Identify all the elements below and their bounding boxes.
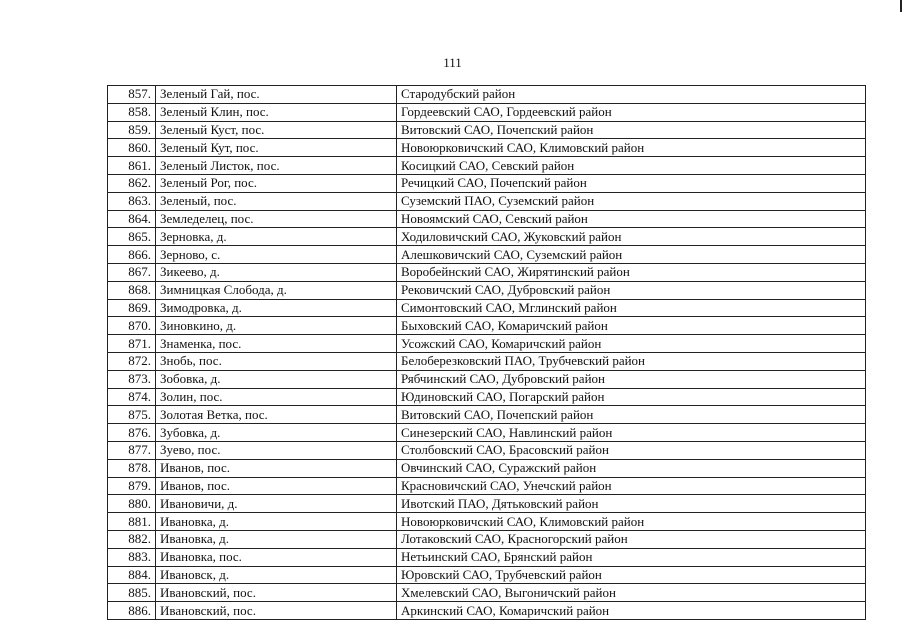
settlement-name-cell: Зеленый Листок, пос. xyxy=(156,157,397,175)
row-number-cell: 868. xyxy=(108,281,156,299)
settlement-name-cell: Зеленый, пос. xyxy=(156,192,397,210)
table-row xyxy=(108,388,866,406)
settlement-name-cell: Ивановичи, д. xyxy=(156,495,397,513)
row-number-cell: 881. xyxy=(108,513,156,531)
row-number-cell: 876. xyxy=(108,424,156,442)
district-cell: Суземский ПАО, Суземский район xyxy=(397,192,866,210)
district-cell: Ходиловичский САО, Жуковский район xyxy=(397,228,866,246)
settlements-table xyxy=(107,85,866,620)
row-number-cell: 878. xyxy=(108,459,156,477)
settlement-name-cell: Иванов, пос. xyxy=(156,459,397,477)
settlement-name-cell: Золин, пос. xyxy=(156,388,397,406)
district-cell: Овчинский САО, Суражский район xyxy=(397,459,866,477)
district-cell: Гордеевский САО, Гордеевский район xyxy=(397,103,866,121)
table-row xyxy=(108,317,866,335)
table-row xyxy=(108,192,866,210)
district-cell: Юровский САО, Трубчевский район xyxy=(397,566,866,584)
settlement-name-cell: Ивановский, пос. xyxy=(156,602,397,620)
row-number-cell: 882. xyxy=(108,530,156,548)
district-cell: Речицкий САО, Почепский район xyxy=(397,174,866,192)
table-row xyxy=(108,406,866,424)
district-cell: Быховский САО, Комаричский район xyxy=(397,317,866,335)
table-row xyxy=(108,103,866,121)
table-row xyxy=(108,174,866,192)
row-number-cell: 870. xyxy=(108,317,156,335)
row-number-cell: 872. xyxy=(108,352,156,370)
district-cell: Лотаковский САО, Красногорский район xyxy=(397,530,866,548)
district-cell: Рековичский САО, Дубровский район xyxy=(397,281,866,299)
table-row xyxy=(108,228,866,246)
row-number-cell: 861. xyxy=(108,157,156,175)
settlement-name-cell: Зеленый Кут, пос. xyxy=(156,139,397,157)
settlement-name-cell: Ивановка, д. xyxy=(156,530,397,548)
district-cell: Аркинский САО, Комаричский район xyxy=(397,602,866,620)
row-number-cell: 865. xyxy=(108,228,156,246)
table-row xyxy=(108,281,866,299)
table-row xyxy=(108,441,866,459)
table-row xyxy=(108,477,866,495)
table-body xyxy=(108,86,866,620)
scan-edge-mark xyxy=(900,0,902,12)
settlement-name-cell: Золотая Ветка, пос. xyxy=(156,406,397,424)
settlement-name-cell: Зеленый Гай, пос. xyxy=(156,86,397,104)
settlement-name-cell: Ивановка, д. xyxy=(156,513,397,531)
district-cell: Новоюрковичский САО, Климовский район xyxy=(397,513,866,531)
district-cell: Столбовский САО, Брасовский район xyxy=(397,441,866,459)
table-row xyxy=(108,157,866,175)
district-cell: Новоюрковичский САО, Климовский район xyxy=(397,139,866,157)
row-number-cell: 886. xyxy=(108,602,156,620)
district-cell: Красновичский САО, Унечский район xyxy=(397,477,866,495)
row-number-cell: 874. xyxy=(108,388,156,406)
district-cell: Витовский САО, Почепский район xyxy=(397,406,866,424)
row-number-cell: 858. xyxy=(108,103,156,121)
settlement-name-cell: Зубовка, д. xyxy=(156,424,397,442)
settlement-name-cell: Зобовка, д. xyxy=(156,370,397,388)
row-number-cell: 877. xyxy=(108,441,156,459)
district-cell: Нетьинский САО, Брянский район xyxy=(397,548,866,566)
row-number-cell: 860. xyxy=(108,139,156,157)
table-row xyxy=(108,86,866,104)
table-row xyxy=(108,495,866,513)
table-row xyxy=(108,263,866,281)
row-number-cell: 863. xyxy=(108,192,156,210)
row-number-cell: 885. xyxy=(108,584,156,602)
row-number-cell: 867. xyxy=(108,263,156,281)
settlement-name-cell: Зимодровка, д. xyxy=(156,299,397,317)
settlement-name-cell: Ивановск, д. xyxy=(156,566,397,584)
row-number-cell: 869. xyxy=(108,299,156,317)
row-number-cell: 871. xyxy=(108,335,156,353)
district-cell: Новоямский САО, Севский район xyxy=(397,210,866,228)
row-number-cell: 884. xyxy=(108,566,156,584)
district-cell: Юдиновский САО, Погарский район xyxy=(397,388,866,406)
settlement-name-cell: Знаменка, пос. xyxy=(156,335,397,353)
district-cell: Симонтовский САО, Мглинский район xyxy=(397,299,866,317)
table-row xyxy=(108,602,866,620)
settlement-name-cell: Зиновкино, д. xyxy=(156,317,397,335)
settlement-name-cell: Иванов, пос. xyxy=(156,477,397,495)
district-cell: Витовский САО, Почепский район xyxy=(397,121,866,139)
settlement-name-cell: Зеленый Рог, пос. xyxy=(156,174,397,192)
settlement-name-cell: Зуево, пос. xyxy=(156,441,397,459)
district-cell: Ивотский ПАО, Дятьковский район xyxy=(397,495,866,513)
table-row xyxy=(108,513,866,531)
settlement-name-cell: Зерново, с. xyxy=(156,246,397,264)
settlement-name-cell: Ивановка, пос. xyxy=(156,548,397,566)
table-row xyxy=(108,335,866,353)
settlement-name-cell: Ивановский, пос. xyxy=(156,584,397,602)
district-cell: Рябчинский САО, Дубровский район xyxy=(397,370,866,388)
table-row xyxy=(108,299,866,317)
row-number-cell: 879. xyxy=(108,477,156,495)
settlement-name-cell: Зикеево, д. xyxy=(156,263,397,281)
district-cell: Хмелевский САО, Выгоничский район xyxy=(397,584,866,602)
table-row xyxy=(108,530,866,548)
table-row xyxy=(108,370,866,388)
table-row xyxy=(108,584,866,602)
row-number-cell: 864. xyxy=(108,210,156,228)
table-row xyxy=(108,459,866,477)
table-row xyxy=(108,121,866,139)
district-cell: Синезерский САО, Навлинский район xyxy=(397,424,866,442)
district-cell: Стародубский район xyxy=(397,86,866,104)
settlement-name-cell: Земледелец, пос. xyxy=(156,210,397,228)
row-number-cell: 875. xyxy=(108,406,156,424)
district-cell: Белоберезковский ПАО, Трубчевский район xyxy=(397,352,866,370)
row-number-cell: 859. xyxy=(108,121,156,139)
settlement-name-cell: Зимницкая Слобода, д. xyxy=(156,281,397,299)
district-cell: Воробейнский САО, Жирятинский район xyxy=(397,263,866,281)
table-row xyxy=(108,246,866,264)
district-cell: Усожский САО, Комаричский район xyxy=(397,335,866,353)
settlement-name-cell: Зерновка, д. xyxy=(156,228,397,246)
table-row xyxy=(108,548,866,566)
district-cell: Косицкий САО, Севский район xyxy=(397,157,866,175)
row-number-cell: 866. xyxy=(108,246,156,264)
table-row xyxy=(108,139,866,157)
table-row xyxy=(108,352,866,370)
table-row xyxy=(108,566,866,584)
district-cell: Алешковичский САО, Суземский район xyxy=(397,246,866,264)
table-row xyxy=(108,210,866,228)
row-number-cell: 862. xyxy=(108,174,156,192)
settlement-name-cell: Знобь, пос. xyxy=(156,352,397,370)
settlement-name-cell: Зеленый Клин, пос. xyxy=(156,103,397,121)
row-number-cell: 857. xyxy=(108,86,156,104)
row-number-cell: 883. xyxy=(108,548,156,566)
row-number-cell: 873. xyxy=(108,370,156,388)
row-number-cell: 880. xyxy=(108,495,156,513)
settlement-name-cell: Зеленый Куст, пос. xyxy=(156,121,397,139)
table-row xyxy=(108,424,866,442)
page-number: 111 xyxy=(443,55,462,70)
